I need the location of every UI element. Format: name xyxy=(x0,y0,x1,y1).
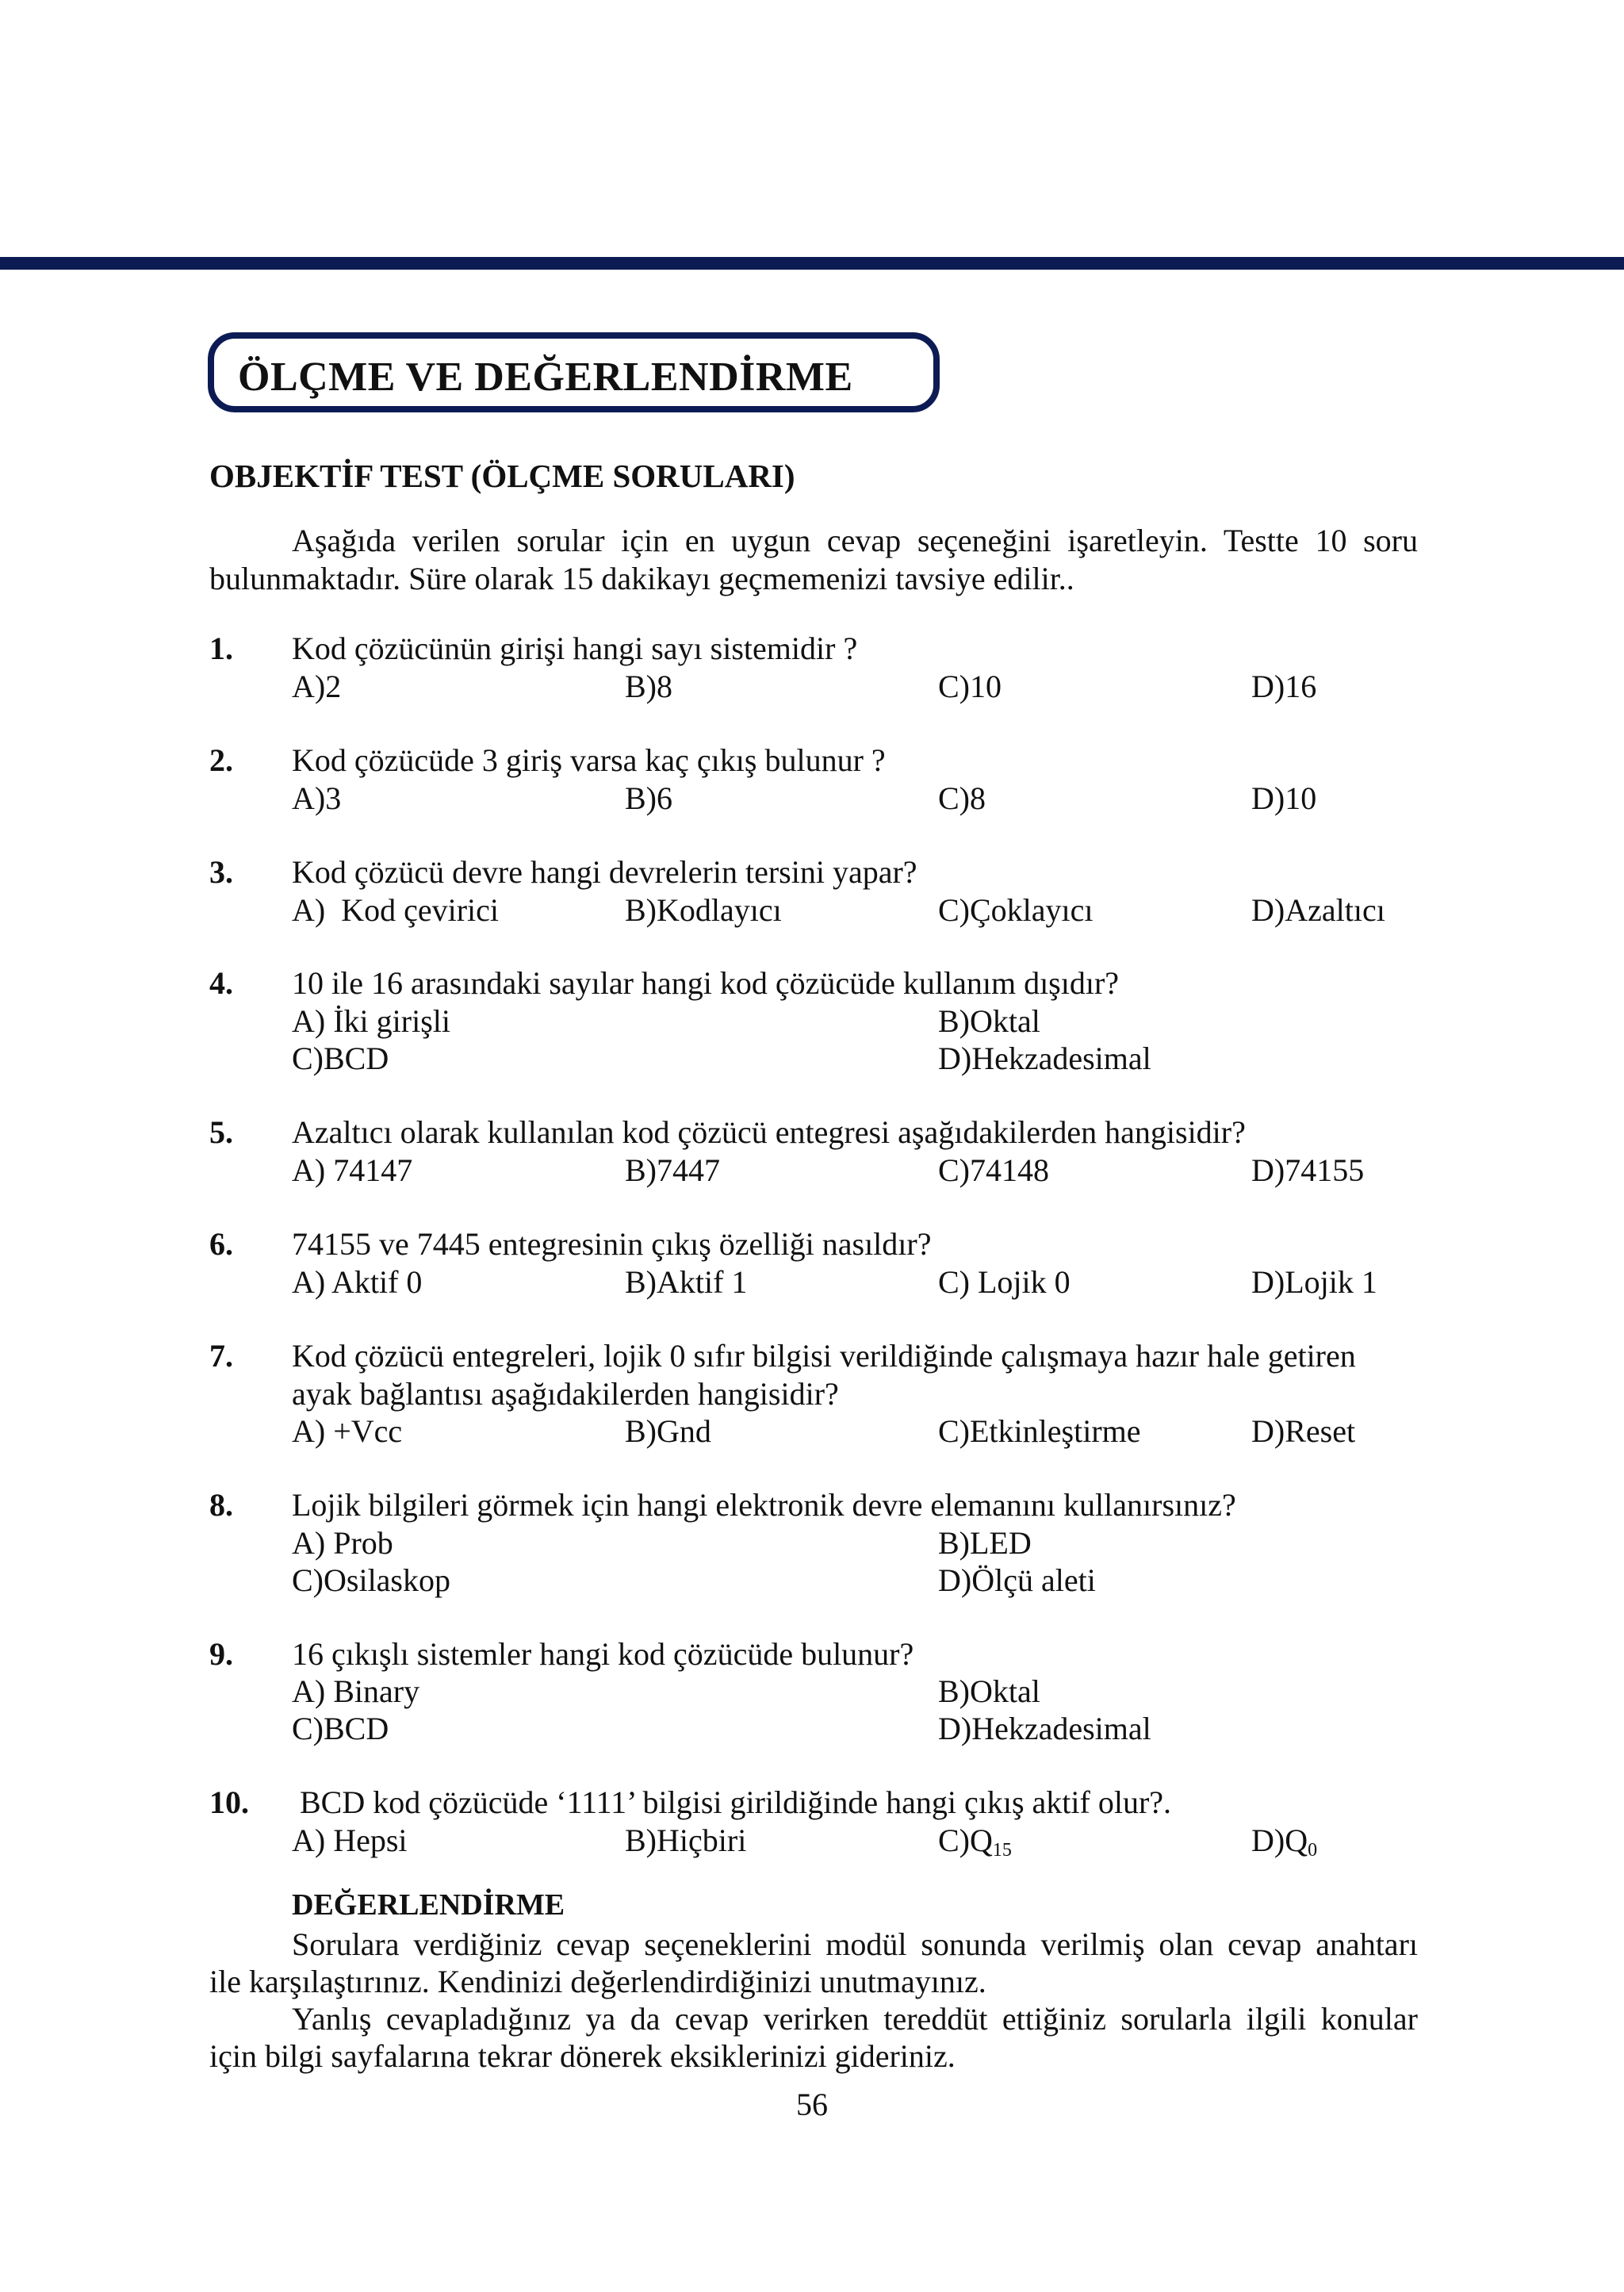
question-text: Kod çözücünün girişi hangi sayı sistemidir ? xyxy=(292,630,858,666)
question-text: 10 ile 16 arasındaki sayılar hangi kod çözücüde kullanım dışıdır? xyxy=(292,965,1120,1001)
question-number: 7. xyxy=(209,1338,233,1374)
option-a: A) Kod çevirici xyxy=(292,892,500,928)
question-text-continued: ayak bağlantısı aşağıdakilerden hangisidir? xyxy=(292,1376,839,1412)
question-text: Kod çözücüde 3 giriş varsa kaç çıkış bulunur ? xyxy=(292,742,886,778)
option-d xyxy=(1251,1822,1317,1869)
option-c-subscript: 15 xyxy=(992,1840,1012,1861)
question-text: 16 çıkışlı sistemler hangi kod çözücüde bulunur? xyxy=(292,1636,914,1672)
option-d-subscript: 0 xyxy=(1308,1840,1318,1861)
option-b: B)LED xyxy=(938,1525,1032,1561)
intro-line-2: bulunmaktadır. Süre olarak 15 dakikayı geçmemenizi tavsiye edilir.. xyxy=(209,561,1074,596)
option-d: D)74155 xyxy=(1251,1152,1365,1188)
evaluation-paragraph-1-line-2: ile karşılaştırınız. Kendinizi değerlendirdiğinizi unutmayınız. xyxy=(209,1964,986,1999)
option-b: B)Oktal xyxy=(938,1003,1040,1039)
option-c: C)Osilaskop xyxy=(292,1562,450,1598)
option-a: A) Prob xyxy=(292,1525,393,1561)
option-a: A) Binary xyxy=(292,1673,420,1709)
option-d: D)Ölçü aleti xyxy=(938,1562,1096,1598)
option-b: B)Oktal xyxy=(938,1673,1040,1709)
option-c: C)BCD xyxy=(292,1711,389,1746)
question-number: 4. xyxy=(209,965,233,1001)
question-number: 8. xyxy=(209,1487,233,1523)
option-d: D)16 xyxy=(1251,669,1317,704)
option-c: C)10 xyxy=(938,669,1002,704)
option-c xyxy=(938,1822,1012,1869)
option-d: D)10 xyxy=(1251,780,1317,816)
question-text: Kod çözücü devre hangi devrelerin tersini yapar? xyxy=(292,854,917,890)
option-c: C)8 xyxy=(938,780,986,816)
option-a: A) +Vcc xyxy=(292,1413,403,1449)
question-text: BCD kod çözücüde ‘1111’ bilgisi girildiğinde hangi çıkış aktif olur?. xyxy=(300,1784,1172,1820)
option-b: B)Gnd xyxy=(625,1413,711,1449)
evaluation-paragraph-1-line-1: Sorulara verdiğiniz cevap seçeneklerini modül sonunda verilmiş olan cevap anahtarı xyxy=(292,1926,1418,1962)
option-a: A)2 xyxy=(292,669,342,704)
question-text: Kod çözücü entegreleri, lojik 0 sıfır bilgisi verildiğinde çalışmaya hazır hale getiren xyxy=(292,1338,1356,1374)
question-number: 3. xyxy=(209,854,233,890)
question-number: 5. xyxy=(209,1114,233,1150)
option-a: A) 74147 xyxy=(292,1152,413,1188)
header-rule xyxy=(0,257,1624,270)
test-subtitle: OBJEKTİF TEST (ÖLÇME SORULARI) xyxy=(209,458,795,494)
option-d: D)Hekzadesimal xyxy=(938,1711,1151,1746)
intro-line-1: Aşağıda verilen sorular için en uygun cevap seçeneğini işaretleyin. Testte 10 soru xyxy=(292,523,1418,558)
option-d: D)Hekzadesimal xyxy=(938,1041,1151,1076)
option-b: B)Aktif 1 xyxy=(625,1264,748,1300)
option-d: D)Reset xyxy=(1251,1413,1356,1449)
option-a: A)3 xyxy=(292,780,342,816)
option-b: B)7447 xyxy=(625,1152,720,1188)
question-number: 9. xyxy=(209,1636,233,1672)
option-b: B)8 xyxy=(625,669,672,704)
option-c: C)74148 xyxy=(938,1152,1049,1188)
option-d: D)Lojik 1 xyxy=(1251,1264,1377,1300)
option-c: C)Etkinleştirme xyxy=(938,1413,1141,1449)
option-b: B)6 xyxy=(625,780,672,816)
question-number: 1. xyxy=(209,630,233,666)
option-d-main: D)Q xyxy=(1251,1822,1308,1858)
page-number: 56 xyxy=(796,2087,828,2122)
option-c-main: C)Q xyxy=(938,1822,993,1858)
question-number: 10. xyxy=(209,1784,249,1820)
option-b: B)Hiçbiri xyxy=(625,1822,747,1858)
option-d: D)Azaltıcı xyxy=(1251,892,1385,928)
question-number: 6. xyxy=(209,1226,233,1262)
evaluation-paragraph-2-line-1: Yanlış cevapladığınız ya da cevap verirken tereddüt ettiğiniz sorularla ilgili konular xyxy=(292,2001,1418,2037)
question-text: Azaltıcı olarak kullanılan kod çözücü entegresi aşağıdakilerden hangisidir? xyxy=(292,1114,1246,1150)
section-title: ÖLÇME VE DEĞERLENDİRME xyxy=(238,355,853,400)
option-c: C)Çoklayıcı xyxy=(938,892,1094,928)
option-a: A) Aktif 0 xyxy=(292,1264,423,1300)
question-text: 74155 ve 7445 entegresinin çıkış özelliği nasıldır? xyxy=(292,1226,932,1262)
question-number: 2. xyxy=(209,742,233,778)
question-text: Lojik bilgileri görmek için hangi elektronik devre elemanını kullanırsınız? xyxy=(292,1487,1236,1523)
option-c: C)BCD xyxy=(292,1041,389,1076)
evaluation-heading: DEĞERLENDİRME xyxy=(292,1888,565,1922)
option-a: A) Hepsi xyxy=(292,1822,408,1858)
option-c: C) Lojik 0 xyxy=(938,1264,1071,1300)
option-a: A) İki girişli xyxy=(292,1003,450,1039)
evaluation-paragraph-2-line-2: için bilgi sayfalarına tekrar dönerek eksiklerinizi gideriniz. xyxy=(209,2038,956,2074)
option-b: B)Kodlayıcı xyxy=(625,892,782,928)
